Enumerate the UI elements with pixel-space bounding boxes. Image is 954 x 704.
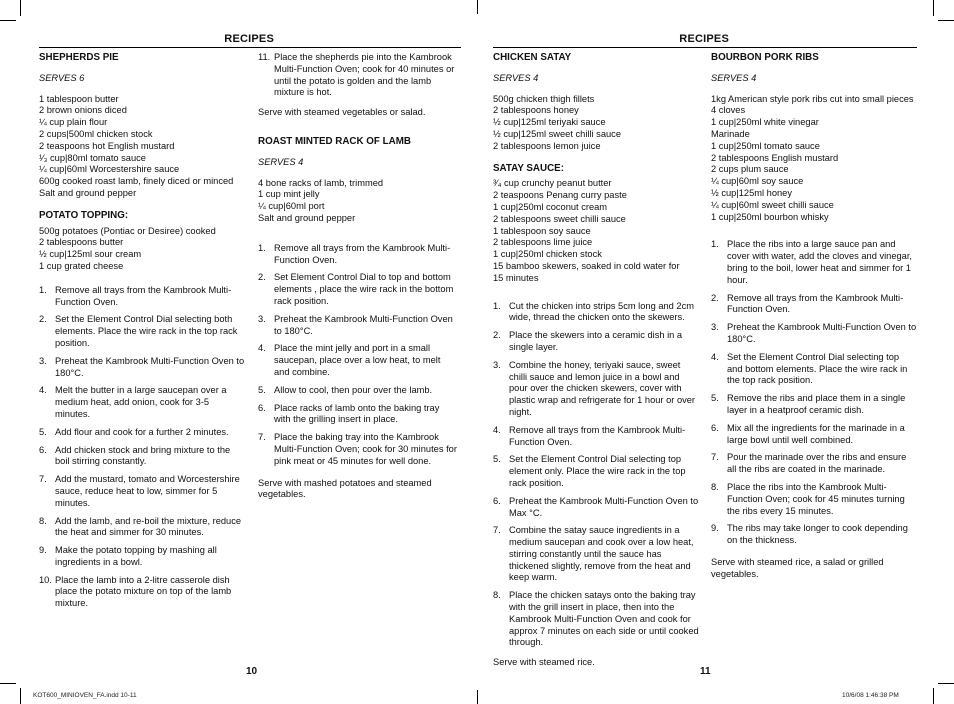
ingredient-line: 2 cups plum sauce [711, 164, 789, 175]
step-text: Set the Element Control Dial selecting top element only. Place the wire rack in the top rack position. [509, 454, 686, 488]
serving-note: Serve with steamed vegetables or salad. [258, 107, 426, 118]
step-number: 8. [39, 515, 47, 526]
step-text: Place the lamb into a 2-litre casserole dish place the potato mixture on top of the lamb mixture. [55, 574, 232, 609]
step-text: Place the baking tray into the Kambrook Multi-Function Oven; cook for 30 minutes for pink meat or 45 minutes for well done. [274, 432, 457, 466]
method-step [258, 243, 458, 267]
ingredient-line: 1 cup|250ml white vinegar [711, 117, 819, 128]
ingredient-line: ³⁄₄ cup crunchy peanut butter [493, 178, 612, 189]
recipe-title: SHEPHERDS PIE [39, 52, 119, 63]
method-step [39, 474, 245, 509]
ingredient-line: Marinade [711, 128, 750, 139]
ingredient-line: 1 cup grated cheese [39, 260, 124, 271]
method-step [39, 575, 245, 610]
serving-note: Serve with steamed rice. [493, 657, 595, 668]
step-number: 4. [711, 351, 719, 362]
crop-mark [0, 683, 16, 684]
method-step [39, 285, 245, 309]
step-number: 3. [39, 355, 47, 366]
column-bourbon-pork-ribs [711, 52, 917, 580]
step-number: 2. [39, 314, 47, 325]
ingredient-line: ¼ cup|60ml sweet chilli sauce [711, 199, 834, 210]
method-step [258, 432, 458, 467]
right-page-header: RECIPES [679, 33, 729, 45]
step-text: Place racks of lamb onto the baking tray with the grilling insert in place. [274, 402, 440, 425]
method-step [493, 330, 699, 354]
spine-mark [477, 690, 478, 704]
column-rack-of-lamb [258, 52, 458, 501]
topping-list [39, 226, 245, 273]
ingredient-line: 15 bamboo skewers, soaked in cold water for [493, 260, 680, 271]
step-text: Remove all trays from the Kambrook Multi-Function Oven. [727, 292, 904, 315]
crop-mark [933, 0, 934, 16]
step-text: Place the mint jelly and port in a small saucepan, place over a low heat, to melt and combine. [274, 343, 441, 377]
ingredient-line: 2 cups|500ml chicken stock [39, 128, 153, 139]
page-number: 10 [246, 666, 258, 677]
step-text: Place the skewers into a ceramic dish in a single layer. [509, 330, 683, 352]
step-text: Place the ribs into a large sauce pan and cover with water, add the cloves and vinegar, bring to the boil, lower heat and simmer for 1 hour. [727, 239, 913, 285]
step-number: 3. [258, 313, 266, 324]
topping-heading: POTATO TOPPING: [39, 209, 129, 221]
file-slug: KOT600_MINIOVEN_FA.indd 10-11 [33, 692, 137, 699]
method-step [711, 352, 917, 387]
step-number: 1. [39, 284, 47, 295]
ingredient-line: 500g potatoes (Pontiac or Desiree) cooked [39, 225, 216, 236]
ingredient-line: 1kg American style pork ribs cut into small pieces [711, 93, 914, 104]
step-text: Combine the honey, teriyaki sauce, sweet chilli sauce and lemon juice in a bowl and pour over the chicken skewers, cover with plastic wrap and refrigerate for 1 hour or over night. [509, 359, 696, 417]
method-step [493, 454, 699, 489]
step-number: 6. [258, 402, 266, 413]
step-text: Remove the ribs and place them in a single layer in a heatproof ceramic dish. [727, 393, 906, 415]
method-step [711, 293, 917, 317]
method-step [39, 314, 245, 349]
method-steps [711, 239, 917, 547]
step-number: 8. [711, 481, 719, 492]
step-number: 10. [39, 574, 52, 585]
step-number: 4. [258, 343, 266, 354]
crop-mark [0, 20, 16, 21]
recipe-title: ROAST MINTED RACK OF LAMB [258, 135, 411, 147]
serves-label: SERVES 6 [39, 72, 85, 83]
step-text: Add the mustard, tomato and Worcestershire sauce, reduce heat to low, simmer for 5 minutes. [55, 474, 240, 508]
step-text: Melt the butter in a large saucepan over a medium heat, add onion, cook for 3-5 minutes. [55, 385, 227, 419]
ingredient-line: 2 tablespoons lemon juice [493, 140, 601, 151]
ingredient-line: ¼ cup plain flour [39, 117, 108, 128]
ingredient-line: 2 teaspoons Penang curry paste [493, 190, 627, 201]
step-number: 6. [711, 422, 719, 433]
ingredient-list [711, 94, 917, 224]
method-step [711, 523, 917, 547]
sauce-heading: SATAY SAUCE: [493, 162, 564, 174]
spine-mark [477, 0, 478, 14]
method-step [258, 343, 458, 378]
step-text: Add chicken stock and bring mixture to the boil stirring constantly. [55, 444, 231, 467]
ingredient-line: ¼ cup|60ml soy sauce [711, 176, 804, 187]
step-text: Remove all trays from the Kambrook Multi-Function Oven. [55, 284, 232, 307]
method-step [493, 301, 699, 325]
method-steps [39, 285, 245, 610]
step-text: The ribs may take longer to cook depending on the thickness. [727, 523, 908, 546]
step-number: 5. [711, 393, 719, 404]
step-number: 2. [711, 292, 719, 303]
method-step [39, 445, 245, 469]
method-step [711, 423, 917, 447]
method-step [39, 427, 245, 439]
step-text: Add flour and cook for a further 2 minutes. [55, 426, 229, 437]
step-text: Combine the satay sauce ingredients in a medium saucepan and cook over a low heat, stirring constantly until the sauce has thickened slightly, remove from the heat and keep warm. [509, 525, 694, 583]
ingredient-line: 1 tablespoon soy sauce [493, 225, 591, 236]
method-step [711, 239, 917, 286]
crop-mark [20, 688, 21, 704]
step-number: 9. [39, 545, 47, 556]
method-step [493, 496, 699, 520]
ingredient-line: 2 tablespoons butter [39, 237, 124, 248]
step-number: 1. [493, 300, 501, 311]
recipe-title: CHICKEN SATAY [493, 52, 572, 63]
ingredient-line: 1 cup mint jelly [258, 189, 320, 200]
step-number: 7. [711, 452, 719, 463]
ingredient-line: 15 minutes [493, 272, 539, 283]
step-text: Preheat the Kambrook Multi-Function Oven to 180°C. [55, 355, 245, 378]
ingredient-list [39, 94, 245, 200]
step-text: Mix all the ingredients for the marinade in a large bowl until well combined. [727, 422, 905, 445]
sauce-list [493, 178, 699, 284]
recipe-title: BOURBON PORK RIBS [711, 52, 819, 63]
left-header-rule [39, 47, 461, 48]
crop-mark [20, 0, 21, 16]
ingredient-line: 2 tablespoons sweet chilli sauce [493, 213, 626, 224]
step-text: Make the potato topping by mashing all ingredients in a bowl. [55, 545, 217, 567]
step-number: 2. [258, 272, 266, 283]
ingredient-line: 1 cup|250ml coconut cream [493, 201, 608, 212]
method-step [39, 356, 245, 380]
ingredient-line: 2 teaspoons hot English mustard [39, 140, 175, 151]
step-text: Preheat the Kambrook Multi-Function Oven to 180°C. [274, 313, 453, 336]
ingredient-line: 1 cup|250ml tomato sauce [711, 140, 820, 151]
step-number: 9. [711, 523, 719, 534]
step-text: Remove all trays from the Kambrook Multi-Function Oven. [509, 424, 686, 447]
method-step [258, 52, 458, 99]
step-number: 1. [258, 242, 266, 253]
method-step [711, 452, 917, 476]
step-number: 2. [493, 330, 501, 341]
step-text: Pour the marinade over the ribs and ensure all the ribs are coated in the marinade. [727, 452, 907, 475]
ingredient-line: 2 tablespoons English mustard [711, 152, 839, 163]
method-step [493, 525, 699, 584]
method-step [711, 322, 917, 346]
step-text: Place the ribs into the Kambrook Multi-Function Oven; cook for 45 minutes turning the ribs every 15 minutes. [727, 481, 905, 516]
step-number: 8. [493, 590, 501, 601]
column-shepherds-pie [39, 52, 245, 616]
ingredient-line: ¼ cup|60ml Worcestershire sauce [39, 164, 180, 175]
step-number: 11. [258, 52, 271, 62]
method-step [258, 272, 458, 307]
serving-note: Serve with steamed rice, a salad or grilled vegetables. [711, 556, 884, 579]
step-text: Preheat the Kambrook Multi-Function Oven to Max °C. [509, 495, 699, 518]
ingredient-line: ½ cup|125ml teriyaki sauce [493, 117, 606, 128]
step-text: Set Element Control Dial to top and bottom elements , place the wire rack in the bottom rack position. [274, 272, 454, 306]
ingredient-list [493, 94, 699, 153]
ingredient-line: 500g chicken thigh fillets [493, 93, 595, 104]
serves-label: SERVES 4 [493, 72, 539, 83]
method-step [39, 545, 245, 569]
step-number: 6. [493, 495, 501, 506]
serves-label: SERVES 4 [711, 72, 757, 83]
method-step [493, 425, 699, 449]
step-number: 7. [258, 432, 266, 443]
right-header-rule [493, 47, 917, 48]
step-number: 7. [493, 525, 501, 536]
ingredient-line: ¼ cup|60ml port [258, 201, 325, 212]
ingredient-line: 2 brown onions diced [39, 105, 127, 116]
method-step [711, 482, 917, 517]
step-text: Cut the chicken into strips 5cm long and 2cm wide, thread the chicken onto the skewers. [509, 300, 694, 323]
ingredient-line: 600g cooked roast lamb, finely diced or minced [39, 176, 234, 187]
left-page-header: RECIPES [224, 33, 274, 45]
step-text: Set the Element Control Dial selecting both elements. Place the wire rack in the top rack position. [55, 314, 238, 348]
step-text: Add the lamb, and re-boil the mixture, reduce the heat and simmer for 30 minutes. [55, 515, 242, 538]
ingredient-line: 4 bone racks of lamb, trimmed [258, 177, 384, 188]
method-step [39, 516, 245, 540]
ingredient-line: Salt and ground pepper [39, 187, 137, 198]
step-number: 5. [39, 426, 47, 437]
step-text: Allow to cool, then pour over the lamb. [274, 384, 433, 395]
ingredient-line: 4 cloves [711, 105, 746, 116]
page-number: 11 [700, 666, 711, 677]
ingredient-line: ½ cup|125ml honey [711, 187, 792, 198]
column-chicken-satay [493, 52, 699, 669]
step-text: Place the shepherds pie into the Kambrook Multi-Function Oven; cook for 40 minutes or until the potato is golden and the lamb mixture is hot. [274, 52, 455, 98]
ingredient-line: 1 tablespoon butter [39, 93, 119, 104]
step-text: Remove all trays from the Kambrook Multi-Function Oven. [274, 242, 451, 265]
step-number: 4. [39, 385, 47, 396]
method-step [258, 314, 458, 338]
step-text: Place the chicken satays onto the baking tray with the grill insert in place, then into the Kambrook Multi-Function Oven and cook for approx 7 minutes on each side or until cooked through. [509, 590, 699, 648]
step-number: 4. [493, 424, 501, 435]
step-number: 7. [39, 474, 47, 485]
crop-mark [938, 683, 954, 684]
method-steps-continued [258, 52, 458, 99]
step-text: Preheat the Kambrook Multi-Function Oven to 180°C. [727, 322, 917, 344]
method-step [711, 393, 917, 417]
crop-mark [933, 688, 934, 704]
step-number: 5. [493, 454, 501, 465]
step-number: 1. [711, 239, 719, 250]
step-number: 3. [493, 359, 501, 370]
method-steps [493, 301, 699, 650]
ingredient-line: ½ cup|125ml sweet chilli sauce [493, 128, 621, 139]
crop-mark [938, 20, 954, 21]
serves-label: SERVES 4 [258, 156, 304, 167]
step-text: Set the Element Control Dial selecting top and bottom elements. Place the wire rack in the top rack position. [727, 351, 908, 386]
method-step [39, 385, 245, 420]
method-steps [258, 243, 458, 468]
ingredient-line: 1 cup|250ml bourbon whisky [711, 211, 829, 222]
method-step [258, 385, 458, 397]
serving-note: Serve with mashed potatoes and steamed vegetables. [258, 477, 432, 500]
step-number: 6. [39, 444, 47, 455]
method-step [493, 590, 699, 649]
ingredient-line: 2 tablespoons honey [493, 105, 579, 116]
ingredient-line: Salt and ground pepper [258, 212, 356, 223]
print-timestamp: 10/6/08 1:46:38 PM [842, 692, 899, 699]
ingredient-list [258, 178, 458, 225]
step-number: 3. [711, 322, 719, 333]
ingredient-line: ¹⁄₃ cup|80ml tomato sauce [39, 152, 146, 163]
method-step [493, 360, 699, 419]
ingredient-line: ½ cup|125ml sour cream [39, 249, 142, 260]
method-step [258, 403, 458, 427]
ingredient-line: 1 cup|250ml chicken stock [493, 249, 602, 260]
step-number: 5. [258, 384, 266, 395]
ingredient-line: 2 tablespoons lime juice [493, 237, 593, 248]
